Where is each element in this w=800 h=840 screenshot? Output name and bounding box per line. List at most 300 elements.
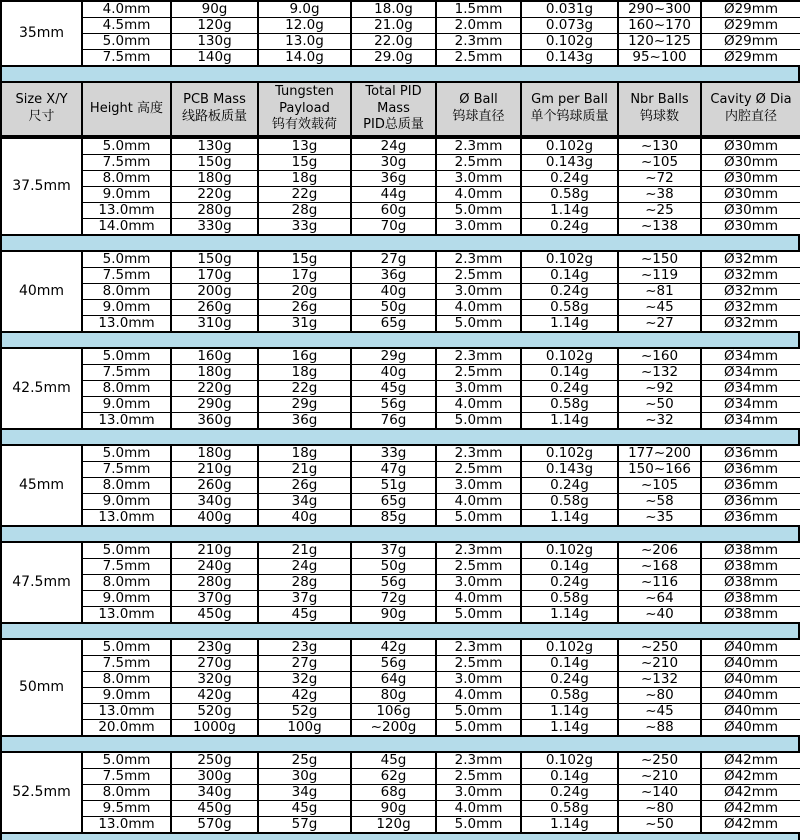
cell-height: 8.0mm [82,284,171,300]
spec-row [1,607,800,624]
cell-gm-per-ball: 0.14g [521,268,618,284]
cell-cavity-diameter: Ø32mm [701,284,800,300]
cell-gm-per-ball: 0.58g [521,300,618,316]
cell-cavity-diameter: Ø34mm [701,365,800,381]
cell-pcb-mass: 280g [171,575,258,591]
cell-total-pid-mass: 50g [351,300,436,316]
header-label-en: Cavity Ø Dia [710,92,792,108]
cell-tungsten-payload: 34g [258,494,351,510]
spec-row [1,591,800,607]
cell-cavity-diameter: Ø38mm [701,575,800,591]
cell-tungsten-payload: 45g [258,607,351,624]
cell-gm-per-ball: 0.24g [521,219,618,236]
cell-tungsten-payload: 13.0g [258,34,351,50]
cell-pcb-mass: 140g [171,50,258,67]
header-label-zh: 内腔直径 [724,109,777,124]
cell-ball-diameter: 4.0mm [436,397,521,413]
cell-nbr-balls: 120~125 [618,34,701,50]
cell-nbr-balls: ~50 [618,817,701,834]
header-label-en: Height [89,100,133,116]
cell-cavity-diameter: Ø42mm [701,752,800,769]
cell-ball-diameter: 4.0mm [436,187,521,203]
cell-pcb-mass: 160g [171,348,258,365]
cell-total-pid-mass: 56g [351,656,436,672]
cell-height: 5.0mm [82,34,171,50]
cell-gm-per-ball: 0.102g [521,251,618,268]
spec-row [1,50,800,67]
cell-nbr-balls: ~58 [618,494,701,510]
cell-pcb-mass: 220g [171,187,258,203]
cell-tungsten-payload: 40g [258,510,351,527]
cell-nbr-balls: ~210 [618,769,701,785]
cell-tungsten-payload: 57g [258,817,351,834]
cell-nbr-balls: 150~166 [618,462,701,478]
cell-total-pid-mass: 24g [351,138,436,155]
cell-nbr-balls: ~140 [618,785,701,801]
section-separator [0,236,800,250]
section-separator [0,527,800,541]
cell-nbr-balls: ~88 [618,720,701,737]
header-pcb-mass [171,82,258,136]
cell-pcb-mass: 150g [171,251,258,268]
cell-ball-diameter: 3.0mm [436,575,521,591]
cell-pcb-mass: 320g [171,672,258,688]
cell-height: 13.0mm [82,316,171,333]
spec-row [1,478,800,494]
cell-pcb-mass: 300g [171,769,258,785]
cell-ball-diameter: 4.0mm [436,688,521,704]
cell-total-pid-mass: 68g [351,785,436,801]
cell-gm-per-ball: 1.14g [521,607,618,624]
spec-row [1,138,800,155]
cell-gm-per-ball: 0.58g [521,187,618,203]
cell-ball-diameter: 3.0mm [436,284,521,300]
cell-pcb-mass: 180g [171,445,258,462]
cell-cavity-diameter: Ø40mm [701,656,800,672]
cell-ball-diameter: 3.0mm [436,478,521,494]
header-label-en: Nbr Balls [630,92,689,108]
spec-row [1,494,800,510]
cell-nbr-balls: ~138 [618,219,701,236]
cell-tungsten-payload: 15g [258,251,351,268]
cell-tungsten-payload: 31g [258,316,351,333]
cell-cavity-diameter: Ø29mm [701,18,800,34]
spec-row [1,1,800,18]
cell-nbr-balls: ~160 [618,348,701,365]
cell-ball-diameter: 2.3mm [436,348,521,365]
cell-height: 8.0mm [82,785,171,801]
size-section-35mm [0,0,800,67]
cell-total-pid-mass: 106g [351,704,436,720]
cell-pcb-mass: 220g [171,381,258,397]
cell-gm-per-ball: 0.24g [521,575,618,591]
size-section-45mm [0,444,800,527]
spec-row [1,187,800,203]
cell-cavity-diameter: Ø29mm [701,34,800,50]
spec-row [1,316,800,333]
section-separator-partial [0,834,800,840]
spec-row [1,413,800,430]
cell-pcb-mass: 450g [171,801,258,817]
cell-tungsten-payload: 30g [258,769,351,785]
size-label: 52.5mm [1,752,82,833]
cell-nbr-balls: ~250 [618,639,701,656]
cell-total-pid-mass: 45g [351,752,436,769]
cell-cavity-diameter: Ø38mm [701,559,800,575]
header-size [1,82,82,136]
cell-ball-diameter: 2.3mm [436,445,521,462]
header-gm-per-ball [521,82,618,136]
cell-total-pid-mass: 37g [351,542,436,559]
cell-total-pid-mass: 29.0g [351,50,436,67]
cell-tungsten-payload: 18g [258,365,351,381]
cell-nbr-balls: ~80 [618,688,701,704]
size-label: 40mm [1,251,82,332]
cell-ball-diameter: 2.5mm [436,656,521,672]
cell-tungsten-payload: 25g [258,752,351,769]
cell-height: 13.0mm [82,704,171,720]
cell-gm-per-ball: 0.24g [521,478,618,494]
cell-gm-per-ball: 0.102g [521,138,618,155]
cell-pcb-mass: 1000g [171,720,258,737]
cell-total-pid-mass: 40g [351,284,436,300]
cell-gm-per-ball: 0.24g [521,284,618,300]
cell-ball-diameter: 2.5mm [436,268,521,284]
cell-ball-diameter: 2.3mm [436,251,521,268]
cell-cavity-diameter: Ø32mm [701,300,800,316]
cell-height: 5.0mm [82,445,171,462]
cell-gm-per-ball: 0.14g [521,769,618,785]
cell-gm-per-ball: 0.102g [521,542,618,559]
cell-tungsten-payload: 37g [258,591,351,607]
cell-tungsten-payload: 26g [258,478,351,494]
cell-total-pid-mass: 90g [351,607,436,624]
cell-gm-per-ball: 1.14g [521,720,618,737]
cell-total-pid-mass: ~200g [351,720,436,737]
header-label-en: PCB Mass [183,92,246,108]
cell-cavity-diameter: Ø40mm [701,704,800,720]
cell-nbr-balls: ~25 [618,203,701,219]
cell-tungsten-payload: 29g [258,397,351,413]
cell-total-pid-mass: 64g [351,672,436,688]
header-label-en: Gm per Ball [531,92,608,108]
cell-pcb-mass: 520g [171,704,258,720]
cell-cavity-diameter: Ø34mm [701,348,800,365]
cell-tungsten-payload: 42g [258,688,351,704]
spec-row [1,203,800,219]
header-label-zh: 高度 [137,100,164,116]
size-label: 37.5mm [1,138,82,235]
size-label: 50mm [1,639,82,736]
cell-total-pid-mass: 42g [351,639,436,656]
cell-tungsten-payload: 32g [258,672,351,688]
spec-row [1,704,800,720]
cell-tungsten-payload: 15g [258,155,351,171]
cell-nbr-balls: ~105 [618,478,701,494]
cell-ball-diameter: 2.5mm [436,769,521,785]
cell-height: 9.0mm [82,300,171,316]
cell-tungsten-payload: 52g [258,704,351,720]
spec-row [1,720,800,737]
cell-pcb-mass: 570g [171,817,258,834]
cell-gm-per-ball: 0.58g [521,801,618,817]
cell-pcb-mass: 370g [171,591,258,607]
cell-ball-diameter: 5.0mm [436,203,521,219]
cell-total-pid-mass: 65g [351,494,436,510]
cell-height: 14.0mm [82,219,171,236]
cell-ball-diameter: 3.0mm [436,171,521,187]
cell-nbr-balls: ~27 [618,316,701,333]
spec-row [1,300,800,316]
cell-ball-diameter: 2.3mm [436,34,521,50]
cell-total-pid-mass: 18.0g [351,1,436,18]
spec-row [1,639,800,656]
cell-gm-per-ball: 0.58g [521,591,618,607]
cell-total-pid-mass: 29g [351,348,436,365]
spec-row [1,672,800,688]
cell-total-pid-mass: 44g [351,187,436,203]
cell-height: 4.5mm [82,18,171,34]
cell-ball-diameter: 4.0mm [436,591,521,607]
cell-nbr-balls: ~130 [618,138,701,155]
spec-row [1,348,800,365]
cell-ball-diameter: 5.0mm [436,607,521,624]
cell-gm-per-ball: 1.14g [521,704,618,720]
cell-pcb-mass: 310g [171,316,258,333]
spec-row [1,365,800,381]
cell-total-pid-mass: 90g [351,801,436,817]
cell-pcb-mass: 240g [171,559,258,575]
cell-cavity-diameter: Ø40mm [701,639,800,656]
cell-height: 7.5mm [82,365,171,381]
cell-nbr-balls: 290~300 [618,1,701,18]
cell-gm-per-ball: 0.102g [521,639,618,656]
cell-tungsten-payload: 18g [258,171,351,187]
cell-gm-per-ball: 0.143g [521,50,618,67]
cell-total-pid-mass: 65g [351,316,436,333]
cell-nbr-balls: ~80 [618,801,701,817]
cell-pcb-mass: 200g [171,284,258,300]
section-separator [0,333,800,347]
spec-row [1,688,800,704]
cell-gm-per-ball: 1.14g [521,817,618,834]
cell-gm-per-ball: 0.14g [521,656,618,672]
cell-height: 9.0mm [82,688,171,704]
cell-tungsten-payload: 16g [258,348,351,365]
cell-cavity-diameter: Ø42mm [701,785,800,801]
cell-gm-per-ball: 0.24g [521,785,618,801]
cell-gm-per-ball: 0.58g [521,397,618,413]
spec-row [1,817,800,834]
section-separator [0,67,800,81]
size-section-42.5mm [0,347,800,430]
cell-nbr-balls: ~168 [618,559,701,575]
cell-total-pid-mass: 85g [351,510,436,527]
cell-total-pid-mass: 40g [351,365,436,381]
spec-row [1,171,800,187]
cell-gm-per-ball: 0.58g [521,688,618,704]
cell-total-pid-mass: 45g [351,381,436,397]
cell-ball-diameter: 5.0mm [436,510,521,527]
cell-cavity-diameter: Ø36mm [701,494,800,510]
header-label-en: Total PID Mass [365,84,422,116]
cell-total-pid-mass: 36g [351,268,436,284]
spec-row [1,462,800,478]
cell-nbr-balls: ~40 [618,607,701,624]
cell-gm-per-ball: 1.14g [521,316,618,333]
cell-total-pid-mass: 51g [351,478,436,494]
cell-pcb-mass: 210g [171,462,258,478]
cell-height: 5.0mm [82,251,171,268]
cell-gm-per-ball: 0.24g [521,672,618,688]
cell-pcb-mass: 450g [171,607,258,624]
cell-ball-diameter: 2.5mm [436,365,521,381]
cell-total-pid-mass: 33g [351,445,436,462]
cell-height: 9.0mm [82,187,171,203]
cell-cavity-diameter: Ø32mm [701,268,800,284]
cell-height: 5.0mm [82,348,171,365]
cell-height: 8.0mm [82,381,171,397]
cell-pcb-mass: 360g [171,413,258,430]
header-label-zh: 钨球数 [639,109,679,124]
cell-nbr-balls: ~50 [618,397,701,413]
cell-cavity-diameter: Ø36mm [701,478,800,494]
size-label: 45mm [1,445,82,526]
cell-nbr-balls: 177~200 [618,445,701,462]
cell-gm-per-ball: 0.14g [521,365,618,381]
cell-cavity-diameter: Ø34mm [701,413,800,430]
cell-total-pid-mass: 56g [351,575,436,591]
cell-nbr-balls: ~64 [618,591,701,607]
cell-tungsten-payload: 26g [258,300,351,316]
header-row [1,82,800,136]
cell-ball-diameter: 2.3mm [436,752,521,769]
cell-tungsten-payload: 17g [258,268,351,284]
cell-height: 7.5mm [82,268,171,284]
cell-tungsten-payload: 45g [258,801,351,817]
cell-tungsten-payload: 28g [258,575,351,591]
cell-height: 9.5mm [82,801,171,817]
header-cavity-diameter [701,82,800,136]
spec-row [1,752,800,769]
cell-nbr-balls: ~132 [618,672,701,688]
cell-pcb-mass: 340g [171,785,258,801]
header-label-zh: 尺寸 [28,109,55,124]
cell-height: 8.0mm [82,575,171,591]
cell-gm-per-ball: 0.143g [521,155,618,171]
cell-tungsten-payload: 14.0g [258,50,351,67]
cell-cavity-diameter: Ø38mm [701,591,800,607]
cell-height: 8.0mm [82,171,171,187]
cell-pcb-mass: 340g [171,494,258,510]
cell-ball-diameter: 1.5mm [436,1,521,18]
spec-row [1,284,800,300]
cell-total-pid-mass: 120g [351,817,436,834]
cell-gm-per-ball: 0.031g [521,1,618,18]
cell-pcb-mass: 130g [171,138,258,155]
cell-gm-per-ball: 0.24g [521,171,618,187]
cell-cavity-diameter: Ø34mm [701,397,800,413]
cell-height: 20.0mm [82,720,171,737]
cell-height: 5.0mm [82,752,171,769]
cell-pcb-mass: 210g [171,542,258,559]
cell-total-pid-mass: 36g [351,171,436,187]
header-label-en: Size X/Y [15,92,68,108]
cell-tungsten-payload: 21g [258,542,351,559]
cell-nbr-balls: ~32 [618,413,701,430]
cell-gm-per-ball: 0.073g [521,18,618,34]
cell-cavity-diameter: Ø30mm [701,171,800,187]
spec-row [1,559,800,575]
cell-nbr-balls: ~210 [618,656,701,672]
cell-height: 7.5mm [82,559,171,575]
cell-cavity-diameter: Ø40mm [701,688,800,704]
cell-pcb-mass: 170g [171,268,258,284]
header-label-zh: 钨有效载荷 [271,117,337,133]
cell-gm-per-ball: 0.58g [521,494,618,510]
cell-gm-per-ball: 1.14g [521,510,618,527]
cell-total-pid-mass: 50g [351,559,436,575]
cell-nbr-balls: ~150 [618,251,701,268]
cell-pcb-mass: 250g [171,752,258,769]
cell-total-pid-mass: 72g [351,591,436,607]
cell-total-pid-mass: 60g [351,203,436,219]
cell-pcb-mass: 180g [171,171,258,187]
cell-gm-per-ball: 0.102g [521,445,618,462]
spec-row [1,510,800,527]
cell-nbr-balls: 160~170 [618,18,701,34]
cell-height: 5.0mm [82,542,171,559]
header-nbr-balls [618,82,701,136]
cell-height: 8.0mm [82,478,171,494]
cell-gm-per-ball: 0.24g [521,381,618,397]
size-section-40mm [0,250,800,333]
cell-total-pid-mass: 21.0g [351,18,436,34]
cell-nbr-balls: ~81 [618,284,701,300]
cell-pcb-mass: 330g [171,219,258,236]
cell-cavity-diameter: Ø40mm [701,672,800,688]
cell-pcb-mass: 290g [171,397,258,413]
spec-row [1,251,800,268]
cell-cavity-diameter: Ø30mm [701,219,800,236]
cell-ball-diameter: 2.5mm [436,50,521,67]
cell-tungsten-payload: 23g [258,639,351,656]
section-separator [0,430,800,444]
cell-pcb-mass: 280g [171,203,258,219]
cell-nbr-balls: 95~100 [618,50,701,67]
spec-row [1,18,800,34]
cell-ball-diameter: 4.0mm [436,494,521,510]
spec-row [1,656,800,672]
size-section-52.5mm [0,751,800,834]
cell-gm-per-ball: 0.102g [521,34,618,50]
cell-total-pid-mass: 70g [351,219,436,236]
cell-nbr-balls: ~116 [618,575,701,591]
cell-height: 7.5mm [82,50,171,67]
cell-cavity-diameter: Ø32mm [701,316,800,333]
spec-row [1,219,800,236]
section-separator [0,737,800,751]
cell-tungsten-payload: 22g [258,381,351,397]
cell-cavity-diameter: Ø36mm [701,462,800,478]
cell-tungsten-payload: 12.0g [258,18,351,34]
cell-tungsten-payload: 20g [258,284,351,300]
cell-cavity-diameter: Ø32mm [701,251,800,268]
cell-cavity-diameter: Ø42mm [701,801,800,817]
cell-cavity-diameter: Ø42mm [701,817,800,834]
cell-ball-diameter: 2.3mm [436,639,521,656]
cell-total-pid-mass: 47g [351,462,436,478]
